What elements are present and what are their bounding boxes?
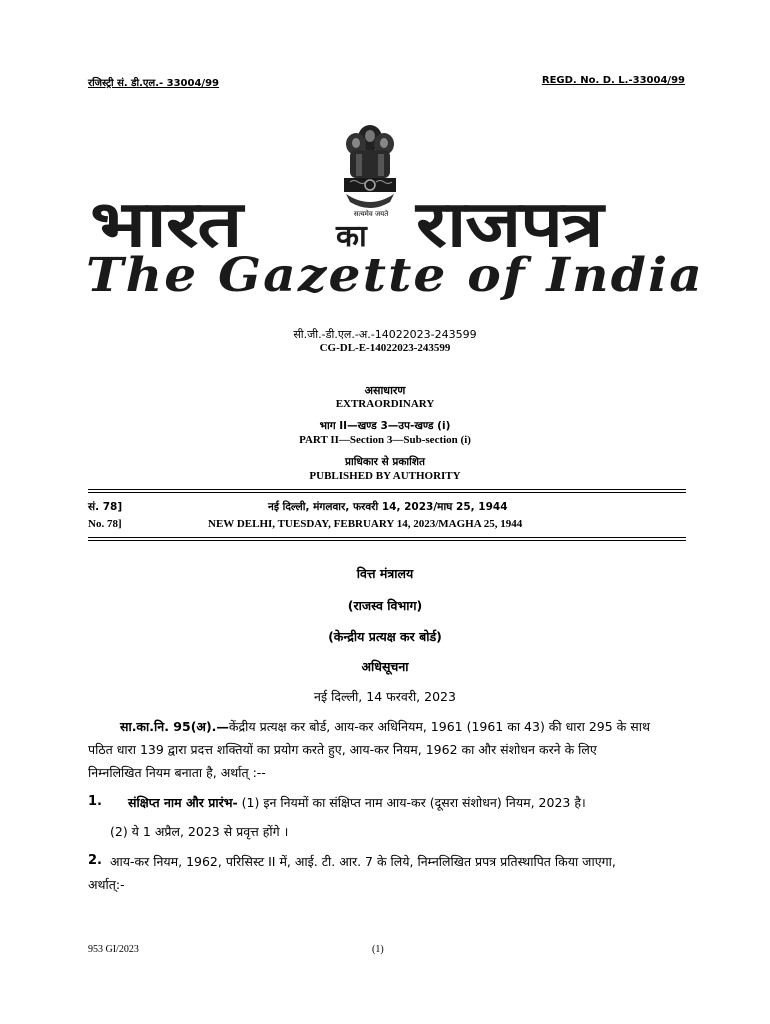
part-english: PART II—Section 3—Sub-section (i)	[299, 434, 471, 446]
intro-line-2: पठित धारा 139 द्वारा प्रदत्त शक्तियों का प्रयोग करते हुए, आय-कर नियम, 1962 का और संशोधन करने के लिए	[88, 742, 597, 757]
bottom-rule-1	[88, 537, 686, 538]
authority-hindi: प्राधिकार से प्रकाशित	[345, 456, 425, 468]
gazette-code-hindi: सी.जी.-डी.एल.-अ.-14022023-243599	[293, 328, 477, 341]
para-1-number: 1.	[88, 794, 102, 809]
para-1-text: (1) इन नियमों का संक्षिप्त नाम आय-कर (दूसरा संशोधन) नियम, 2023 है।	[237, 795, 586, 810]
para-1-subclause: (2) ये 1 अप्रैल, 2023 से प्रवृत्त होंगे ।	[110, 824, 289, 839]
masthead-english-title: The Gazette of India	[86, 248, 704, 303]
department-heading: (राजस्व विभाग)	[347, 598, 423, 613]
para-2-number: 2.	[88, 853, 102, 868]
regd-number-hindi: रजिस्ट्री सं. डी.एल.- 33004/99	[88, 78, 219, 89]
para-2-text-line-2: अर्थात्:-	[88, 877, 125, 892]
intro-line-1	[120, 718, 650, 735]
issue-number-hindi: सं. 78]	[88, 501, 123, 513]
bottom-rule-2	[88, 540, 686, 541]
intro-text-1: केंद्रीय प्रत्यक्ष कर बोर्ड, आय-कर अधिनियम, 1961 (1961 का 43) की धारा 295 के साथ	[228, 719, 650, 734]
gsr-number: सा.का.नि. 95(अ).—	[120, 719, 229, 734]
issue-date-english: NEW DELHI, TUESDAY, FEBRUARY 14, 2023/MAGHA 25, 1944	[208, 518, 523, 530]
masthead-hindi-rajpatra: राजपत्र	[416, 187, 603, 262]
intro-line-3: निम्नलिखित नियम बनाता है, अर्थात् :--	[88, 765, 266, 780]
place-date: नई दिल्ली, 14 फरवरी, 2023	[314, 689, 456, 704]
authority-english: PUBLISHED BY AUTHORITY	[309, 470, 461, 482]
top-rule-1	[88, 489, 686, 490]
page-number: (1)	[372, 944, 384, 955]
footer-code: 953 GI/2023	[88, 944, 139, 955]
top-rule-2	[88, 492, 686, 493]
para-1-line	[128, 794, 586, 811]
board-heading: (केन्द्रीय प्रत्यक्ष कर बोर्ड)	[328, 629, 442, 644]
regd-number-english: REGD. No. D. L.-33004/99	[541, 75, 685, 86]
type-hindi: असाधारण	[364, 384, 406, 397]
issue-date-hindi: नई दिल्ली, मंगलवार, फरवरी 14, 2023/माघ 25, 1944	[268, 501, 508, 513]
para-2-text-line-1: आय-कर नियम, 1962, परिसिस्ट II में, आई. टी. आर. 7 के लिये, निम्नलिखित प्रपत्र प्रतिस्थापित किया जाएगा,	[110, 854, 616, 869]
masthead-hindi-ka: का	[336, 219, 367, 254]
notification-title: अधिसूचना	[361, 659, 409, 674]
ministry-heading: वित्त मंत्रालय	[356, 566, 414, 581]
part-hindi: भाग II—खण्ड 3—उप-खण्ड (i)	[319, 420, 451, 432]
masthead-hindi-bharat: भारत	[90, 187, 242, 262]
emblem-motto: सत्यमेव जयते	[353, 210, 389, 218]
para-1-heading: संक्षिप्त नाम और प्रारंभ-	[128, 795, 238, 810]
type-english: EXTRAORDINARY	[335, 398, 435, 410]
issue-number-english: No. 78]	[88, 518, 122, 530]
gazette-code-english: CG-DL-E-14022023-243599	[319, 342, 451, 354]
